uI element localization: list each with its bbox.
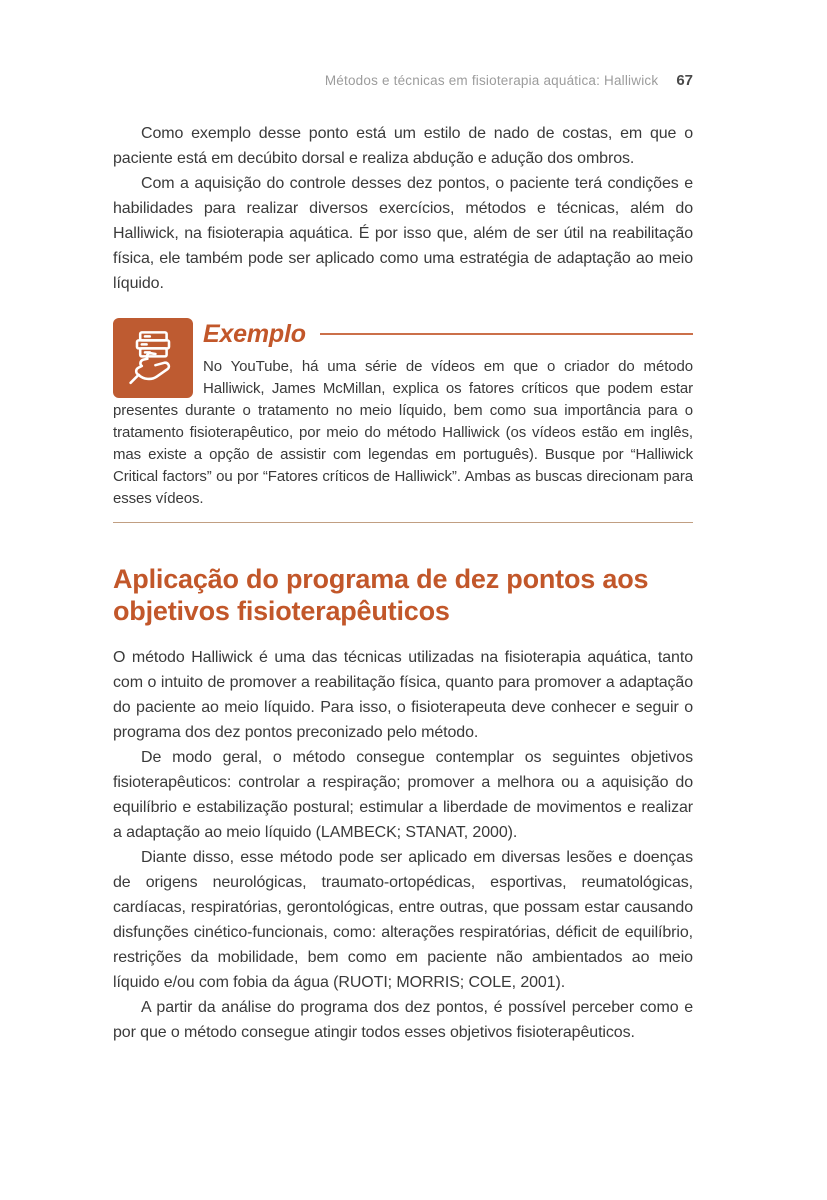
paragraph: Como exemplo desse ponto está um estilo de nado de costas, em que o paciente está em decúbito dorsal e realiza abdução e adução dos ombros. — [113, 125, 693, 167]
intro-paragraphs — [113, 121, 693, 296]
example-body-text: No YouTube, há uma série de vídeos em que o criador do método Halliwick, James McMillan, explica os fatores críticos que podem estar presentes durante o tratamento no meio líquido, bem como sua importância para o tratamento fisioterapêutico, por meio do método Halliwick (os vídeos estão em inglês, mas existe a opção de assistir com legendas em português). Busque por “Halliwick Critical factors” ou por “Fatores críticos de Halliwick”. Ambas as buscas direcionam para esses vídeos. — [113, 358, 693, 507]
running-title: Métodos e técnicas em fisioterapia aquática: Halliwick — [324, 73, 659, 88]
page-content — [113, 0, 693, 1045]
paragraph: De modo geral, o método consegue contemplar os seguintes objetivos fisioterapêuticos: controlar a respiração; promover a melhora ou a aquisição do equilíbrio e estabilização postural; estimular a liberdade de movimentos e realizar a adaptação ao meio líquido (LAMBECK; STANAT, 2000). — [113, 749, 693, 841]
running-header — [113, 0, 693, 89]
example-bottom-rule — [113, 522, 693, 523]
paragraph: Com a aquisição do controle desses dez pontos, o paciente terá condições e habilidades para realizar diversos exercícios, métodos e técnicas, além do Halliwick, na fisioterapia aquática. É por isso que, além de ser útil na reabilitação física, ele também pode ser aplicado como uma estratégia de adaptação ao meio líquido. — [113, 175, 693, 292]
example-callout-box — [113, 318, 693, 523]
section-paragraphs — [113, 645, 693, 1045]
paragraph: A partir da análise do programa dos dez pontos, é possível perceber como e por que o método consegue atingir todos esses objetivos fisioterapêuticos. — [113, 999, 693, 1041]
paragraph: Diante disso, esse método pode ser aplicado em diversas lesões e doenças de origens neurológicas, traumato-ortopédicas, esportivas, reumatológicas, cardíacas, respiratórias, gerontológicas, entre outras, que possam estar causando disfunções cinético-funcionais, como: alterações respiratórias, déficit de equilíbrio, restrições da mobilidade, bem como em paciente não ambientados ao meio líquido e/ou com fobia da água (RUOTI; MORRIS; COLE, 2001). — [113, 849, 693, 991]
section-heading: Aplicação do programa de dez pontos aos objetivos fisioterapêuticos — [113, 564, 649, 626]
paragraph: O método Halliwick é uma das técnicas utilizadas na fisioterapia aquática, tanto com o intuito de promover a reabilitação física, quanto para promover a adaptação do paciente ao meio líquido. Para isso, o fisioterapeuta deve conhecer e seguir o programa dos dez pontos preconizado pelo método. — [113, 649, 693, 741]
title-rule-line — [320, 333, 693, 335]
hand-holding-books-icon — [113, 318, 193, 398]
example-title: Exemplo — [203, 319, 306, 348]
example-title-row — [203, 318, 693, 350]
page-number: 67 — [676, 72, 693, 89]
